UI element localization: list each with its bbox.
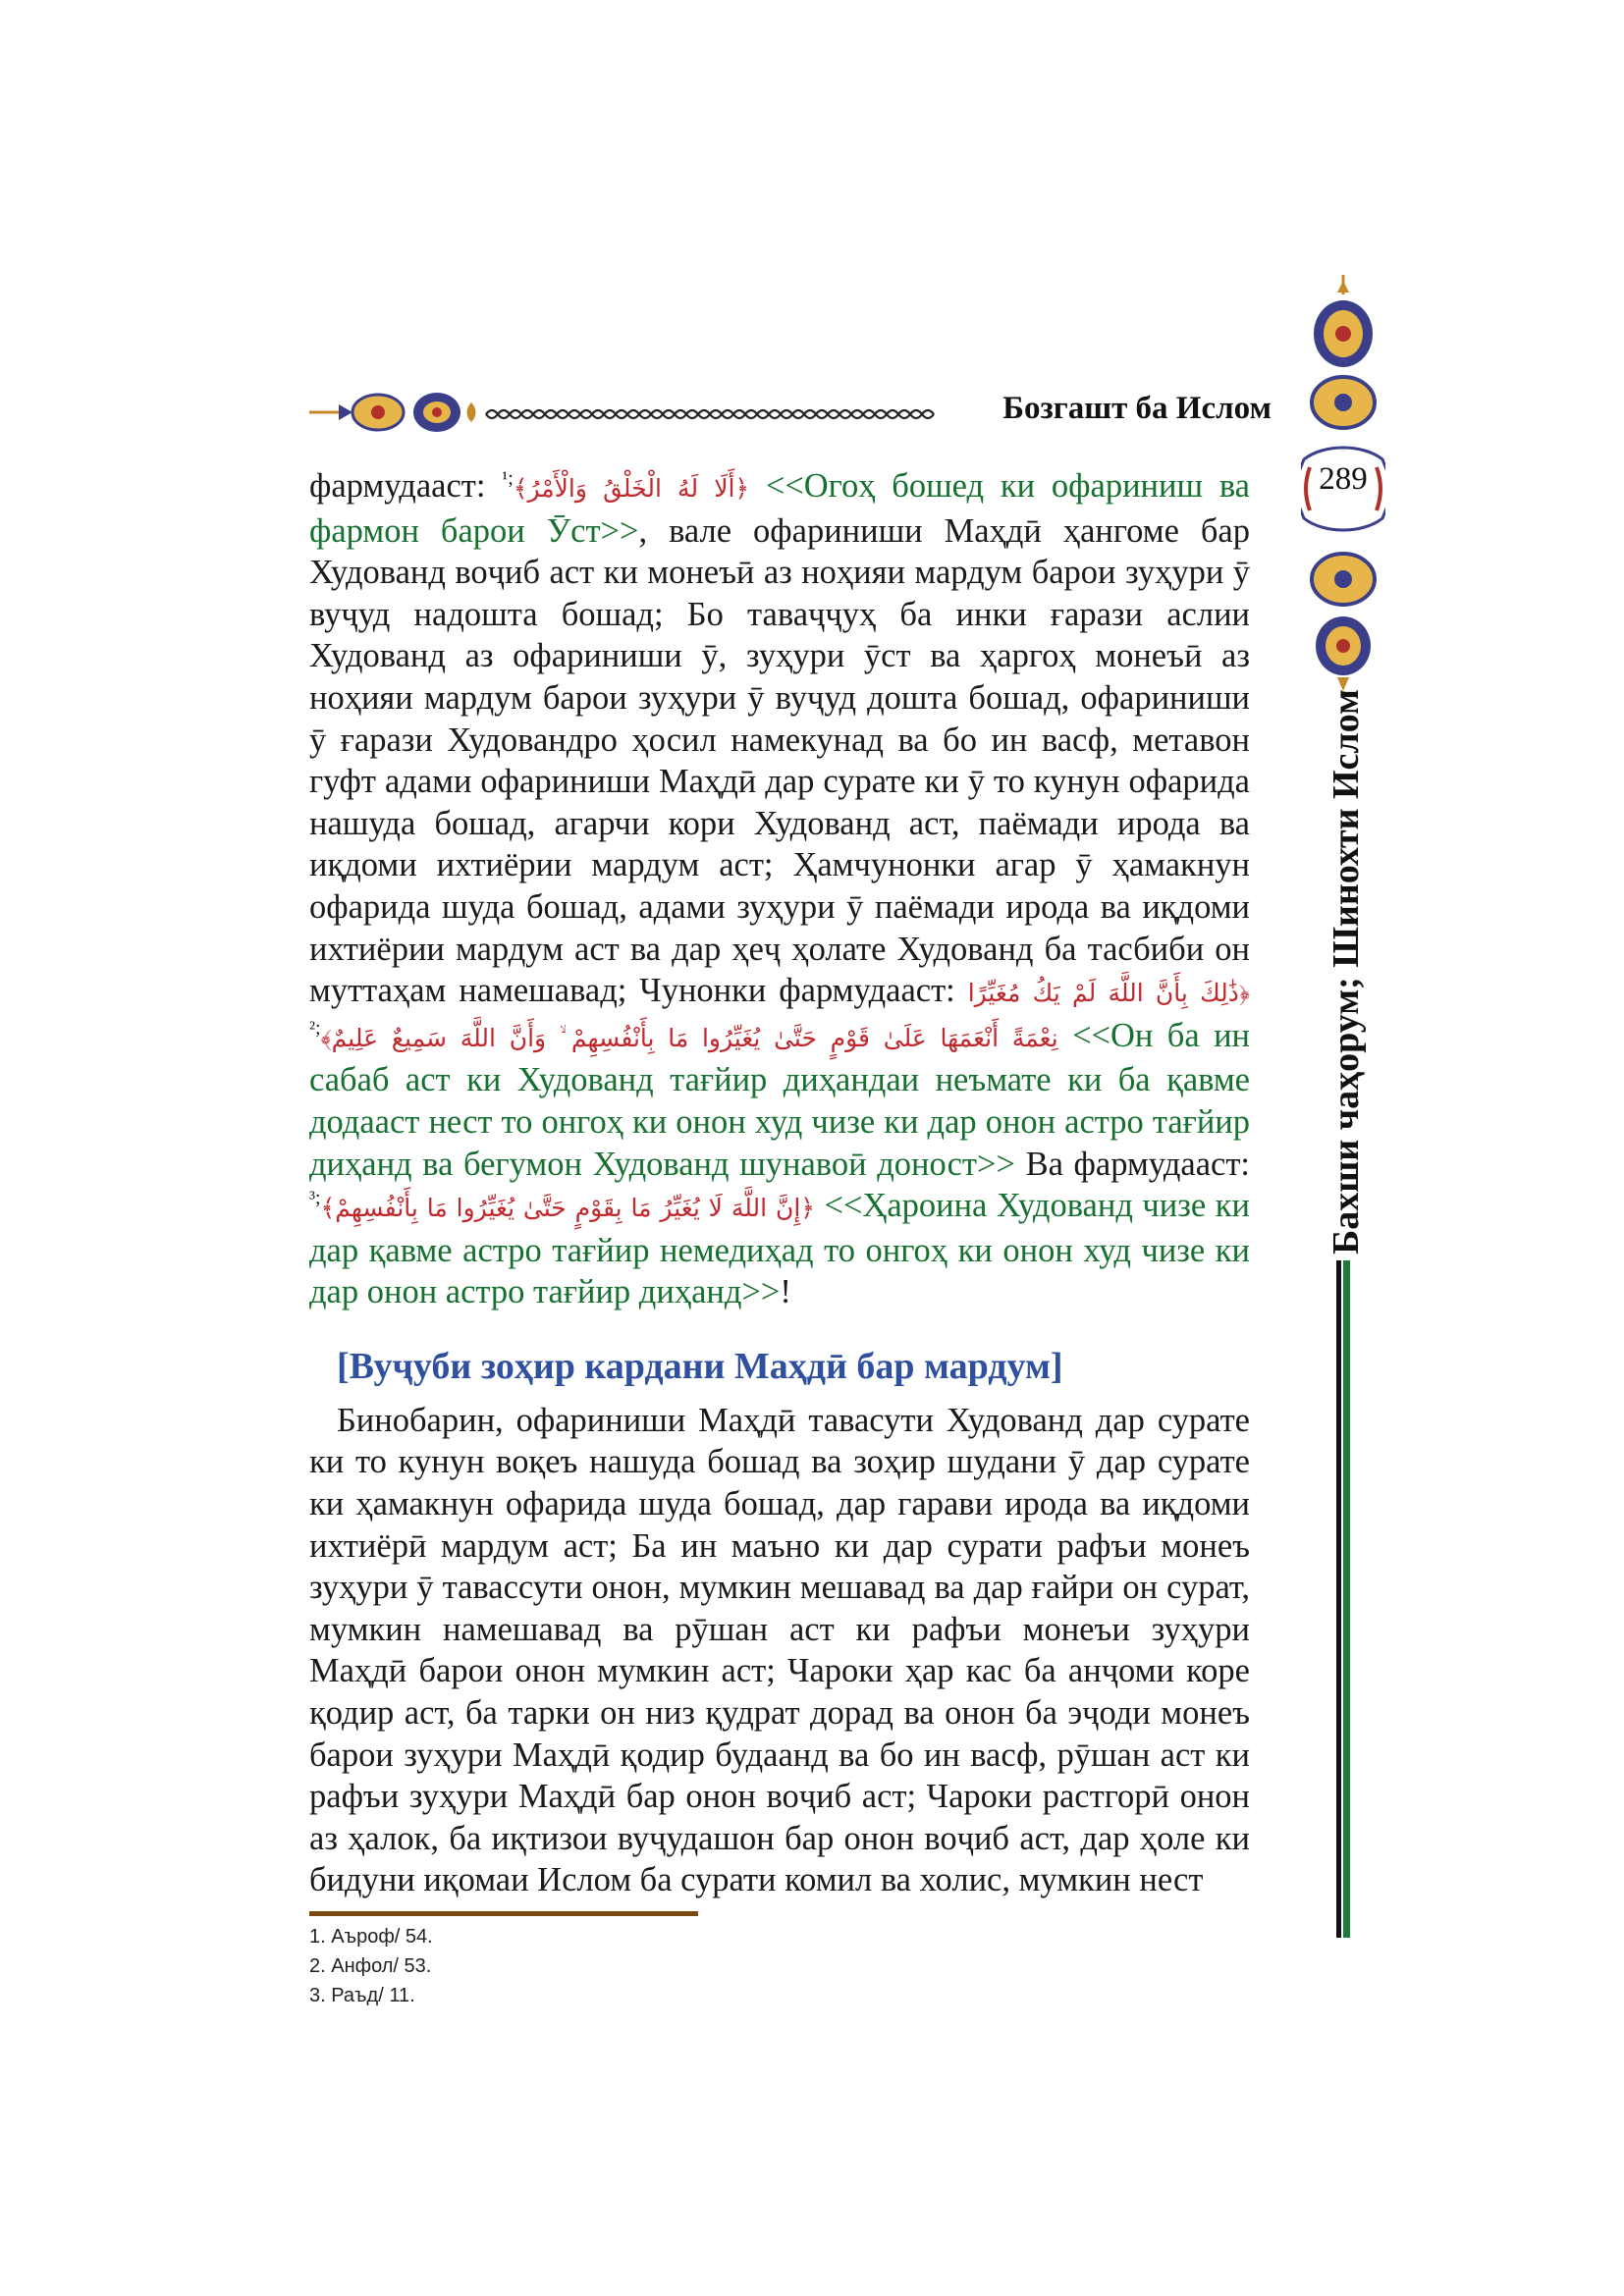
translation-quote: <<Он ба ин сабаб аст ки Худованд тағйир диҳандаи неъмате ки ба қавме додааст нест то онгоҳ ки онон худ чизе ки дар онон астро тағйир диҳанд ва бегумон Худованд шунавоӣ доност>> bbox=[309, 1016, 1250, 1183]
paragraph-2: Бинобарин, офариниши Маҳдӣ тавасути Худованд дар сурате ки то кунун воқеъ нашуда бошад ва зоҳир шудани ӯ дар сурате ки ҳамакнун офарида шуда бошад, дар гарави ирода ва иқдоми ихтиёрӣ мардум аст; Ба ин маъно ки дар сурати рафъи монеъ зуҳури ӯ тавассути онон, мумкин мешавад ва дар ғайри он сурат, мумкин намешавад ва рӯшан аст ки рафъи монеъи зуҳури Маҳдӣ барои онон мумкин аст; Чароки ҳар кас ба анҷоми коре қодир аст, ба тарки он низ қудрат дорад ва онон ба эҷоди монеъ барои зуҳури Маҳдӣ қодир будаанд ва бо ин васф, рӯшан аст ки рафъи зуҳури Маҳдӣ бар онон воҷиб аст; Чароки растгорӣ онон аз ҳалок, ба иқтизои вуҷудашон бар онон воҷиб аст, дар ҳоле ки бидуни иқомаи Ислом ба сурати комил ва холис, мумкин нест bbox=[309, 1401, 1250, 1899]
body-text bbox=[309, 465, 1250, 1901]
footnotes bbox=[309, 1922, 433, 2010]
page-number: 289 bbox=[1319, 461, 1368, 497]
footnote-ref: ;¹ bbox=[502, 467, 514, 490]
text-run: Ва фармудааст: bbox=[1014, 1145, 1251, 1183]
footnote-ref: ;³ bbox=[309, 1187, 321, 1209]
header-ornament-icon bbox=[309, 385, 997, 440]
translation-quote: <<Ҳароина Худованд чизе ки дар қавме астро тағйир немедиҳад то онгоҳ ки онон худ чизе ки дар онон астро тағйир диҳанд>> bbox=[309, 1187, 1250, 1311]
text-run: ! bbox=[780, 1273, 791, 1311]
footnote-item: 3. Раъд/ 11. bbox=[309, 1985, 415, 2006]
footnote-ref: ;² bbox=[309, 1017, 321, 1040]
side-section-title-text: Бахши чаҳорум; Шинохти Ислом bbox=[1326, 689, 1367, 1255]
side-section-title bbox=[1317, 689, 1376, 1255]
footnote-rule bbox=[309, 1911, 698, 1916]
arabic-verse: ﴿ذَٰلِكَ بِأَنَّ اللَّهَ لَمْ يَكُ مُغَيِّرًا نِعْمَةً أَنْعَمَهَا عَلَىٰ قَوْمٍ حَتَّىٰ يُغَيِّرُوا مَا بِأَنْفُسِهِمْ ۙ وَأَنَّ اللَّهَ سَمِيعٌ عَلِيمٌ﴾ bbox=[320, 979, 1251, 1052]
arabic-verse: ﴿أَلَا لَهُ الْخَلْقُ وَالْأَمْرُ﴾ bbox=[513, 474, 750, 503]
translation-quote: <<Огоҳ бошед ки офариниш ва фармон барои Ӯст>> bbox=[309, 467, 1250, 550]
footnote-item: 1. Аъроф/ 54. bbox=[309, 1926, 433, 1948]
paragraph-1 bbox=[309, 465, 1250, 1313]
header-title: Бозгашт ба Ислом bbox=[1002, 391, 1272, 426]
footnote-item: 2. Анфол/ 53. bbox=[309, 1955, 432, 1977]
arabic-verse: ﴿إِنَّ اللَّهَ لَا يُغَيِّرُ مَا بِقَوْمٍ حَتَّىٰ يُغَيِّرُوا مَا بِأَنْفُسِهِمْ﴾ bbox=[320, 1194, 815, 1223]
text-run: , вале офариниши Маҳдӣ ҳангоме бар Худованд воҷиб аст ки монеъӣ аз ноҳияи мардум барои зуҳури ӯ вуҷуд надошта бошад; Бо таваҷҷуҳ ба инки ғарази аслии Худованд аз офариниши ӯ, зуҳури ӯст ва ҳаргоҳ монеъӣ аз ноҳияи мардум барои зуҳури ӯ вуҷуд дошта бошад, офариниши ӯ ғарази Худовандро ҳосил намекунад ва бо ин васф, метавон гуфт адами офариниши Маҳдӣ дар сурате ки ӯ то кунун офарида нашуда бошад, агарчи кори Худованд аст, паёмади ирода ва иқдоми ихтиёрии мардум аст; Ҳамчунонки агар ӯ ҳамакнун офарида шуда бошад, адами зуҳури ӯ паёмади ирода ва иқдоми ихтиёрии мардум аст ва дар ҳеҷ ҳолате Худованд ба тасбиби он муттаҳам намешавад; Чунонки фармудааст: bbox=[309, 511, 1250, 1010]
running-header bbox=[309, 385, 1272, 440]
section-heading: [Вуҷуби зоҳир кардани Маҳдӣ бар мардум] bbox=[337, 1345, 1063, 1387]
text-run: фармудааст: bbox=[309, 467, 503, 505]
